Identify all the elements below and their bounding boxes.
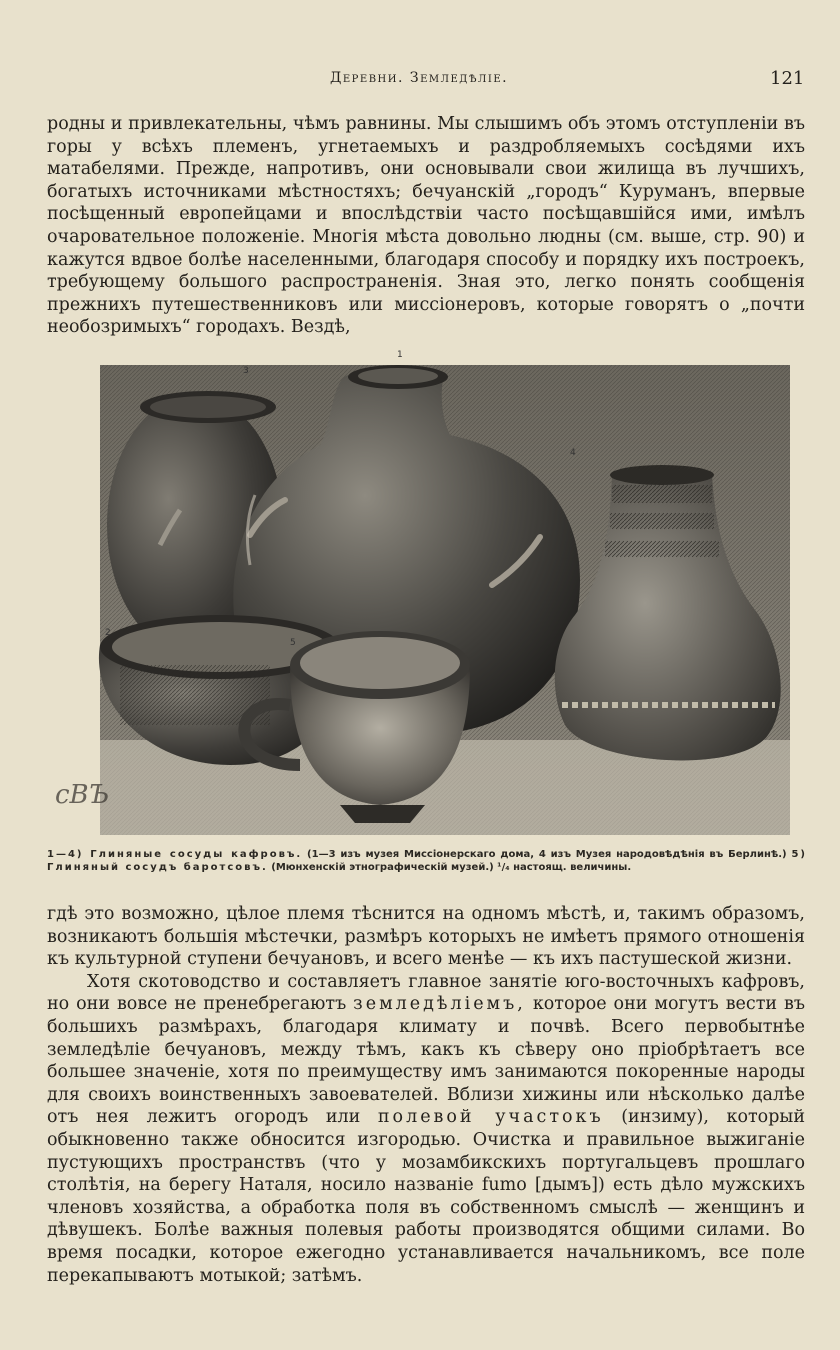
spaced-term-agriculture: земледѣліемъ, (353, 994, 526, 1015)
figure-number-2: 2 (105, 628, 111, 638)
running-head: Деревни. Земледѣліе. (330, 70, 509, 86)
figure-number-4: 4 (570, 448, 576, 458)
bottom-text (47, 903, 805, 1287)
caption-title: 1—4) Глиняные сосуды кафровъ. (47, 849, 303, 860)
spaced-term-field: полевой участокъ (377, 1107, 604, 1128)
figure-number-3: 3 (243, 366, 249, 376)
top-paragraph: родны и привлекательны, чѣмъ равнины. Мы слышимъ объ этомъ отступленіи въ горы у всѣхъ племенъ, угнетаемыхъ и раздробляемыхъ сосѣдями ихъ матабелями. Прежде, напротивъ, они основывали свои жилища въ лучшихъ, богатыхъ источниками мѣстностяхъ; бечуанскій „городъ“ Куруманъ, впервые посѣщенный европейцами и впослѣдствіи часто посѣщавшійся ими, имѣлъ очаровательное положеніе. Многія мѣста довольно людны (см. выше, стр. 90) и кажутся вдвое болѣе населенными, благодаря способу и порядку ихъ построекъ, требующему большого распространенія. Зная это, легко понять сообщенія прежнихъ путешественниковъ или миссіонеровъ, которые говорятъ о „почти необозримыхъ“ городахъ. Вездѣ, (47, 114, 805, 338)
caption-title-2: 5) Глиняный сосудъ баротсовъ. (47, 849, 807, 873)
paragraph-2-part-a: Хотя скотоводство и составляетъ главное занятіе юго-восточныхъ кафровъ, но они вовсе не пренебрегаютъ (47, 971, 805, 1015)
engraver-signature: сВЪ (55, 780, 110, 810)
paragraph-2 (47, 971, 805, 1287)
caption-source-2: (Мюнхенскій этнографическій музей.) ¹/₄ настоящ. величины. (267, 862, 632, 873)
page-header (0, 68, 840, 98)
pottery-engraving (55, 345, 790, 840)
figure-number-5: 5 (290, 638, 296, 648)
paragraph-2-part-b: которое они могутъ вести въ большихъ размѣрахъ, благодаря климату и почвѣ. Всего первобытнѣе земледѣліе бечуановъ, между тѣмъ, какъ къ сѣверу оно пріобрѣтаетъ все большее значеніе, хотя по преимуществу имъ занимаются покоренные народы для своихъ воинственныхъ завоевателей. Вблизи хижины или нѣсколько далѣе отъ нея лежитъ огородъ или (47, 994, 805, 1128)
caption-source: (1—3 изъ музея Миссіонерскаго дома, 4 изъ Музея народовѣдѣнія въ Берлинѣ.) (302, 849, 792, 860)
pottery-illustration (55, 345, 790, 840)
figure-caption (47, 848, 807, 874)
paragraph-2-part-c: (инзиму), который обыкновенно также обносится изгородью. Очистка и правильное выжиганіе пустующихъ пространствъ (что у мозамбикскихъ португальцевъ прошлаго столѣтія, на берегу Наталя, носило названіе fumo [дымъ]) есть дѣло мужскихъ членовъ хозяйства, а обработка поля въ собственномъ смыслѣ — женщинъ и дѣвушекъ. Болѣе важныя полевыя работы производятся общими силами. Во время посадки, которое ежегодно устанавливается начальникомъ, все поле перекапываютъ мотыкой; затѣмъ. (47, 1107, 805, 1286)
page-number: 121 (770, 68, 805, 89)
figure-number-1: 1 (397, 350, 403, 360)
paragraph-1: гдѣ это возможно, цѣлое племя тѣснится на одномъ мѣстѣ, и, такимъ образомъ, возникаютъ большія мѣстечки, размѣръ которыхъ не имѣетъ прямого отношенія къ культурной ступени бечуановъ, и всего менѣе — къ ихъ пастушеской жизни. (47, 904, 805, 970)
